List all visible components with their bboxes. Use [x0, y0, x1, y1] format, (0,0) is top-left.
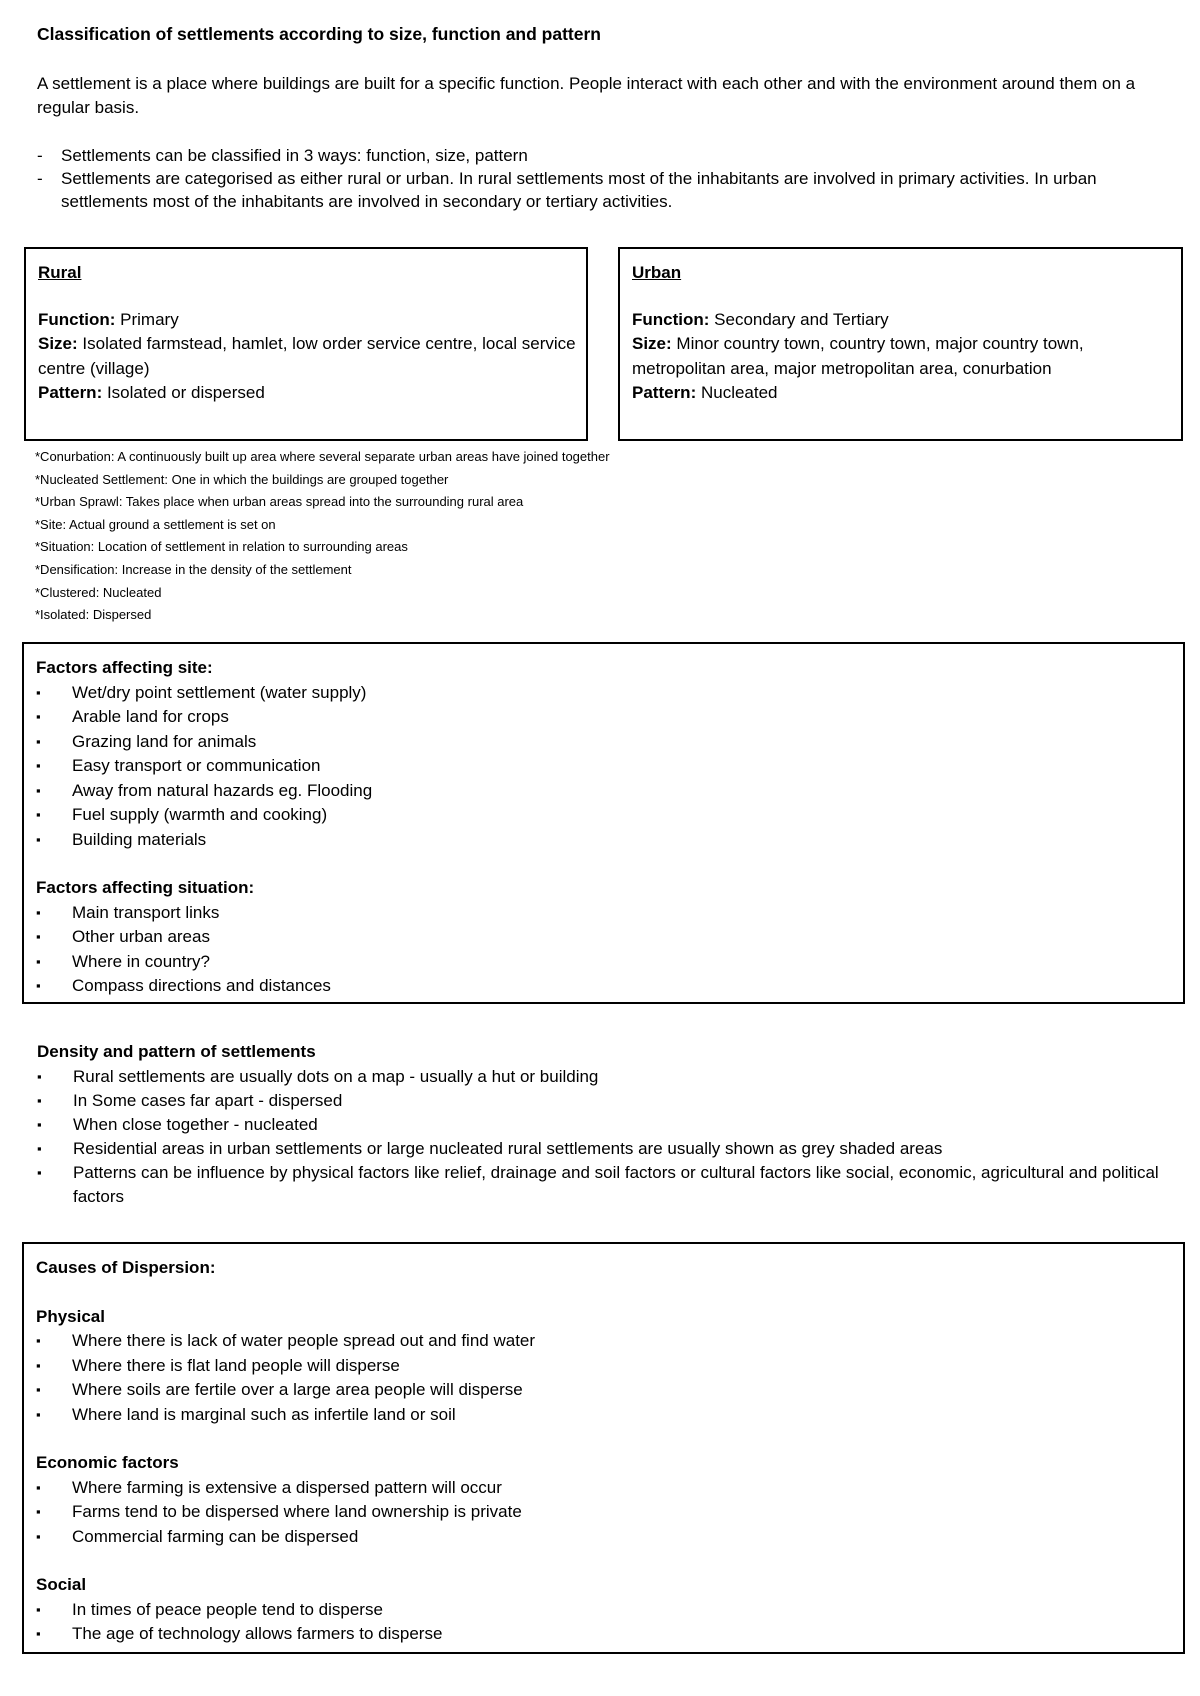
list-item: ▪ Residential areas in urban settlements or large nucleated rural settlements are usually shown as grey shaded areas — [37, 1138, 943, 1158]
list-item: ▪ Away from natural hazards eg. Flooding — [36, 780, 373, 800]
list-item: ▪ In times of peace people tend to disperse — [36, 1599, 383, 1619]
list-item: ▪ Where there is lack of water people spread out and find water — [36, 1331, 536, 1350]
economic-heading: Economic factors — [36, 1453, 179, 1472]
situation-factors-list — [36, 901, 1173, 999]
list-item: ▪ Where land is marginal such as infertile land or soil — [36, 1404, 456, 1424]
rural-pattern: Pattern: Isolated or dispersed — [38, 383, 265, 402]
list-item: - Settlements can be classified in 3 ways: function, size, pattern — [37, 146, 528, 165]
rural-heading: Rural — [38, 263, 82, 282]
glossary-item: *Site: Actual ground a settlement is set on — [35, 516, 276, 532]
density-list — [37, 1065, 1162, 1209]
site-situation-box — [22, 642, 1185, 1004]
list-item: ▪ Commercial farming can be dispersed — [36, 1526, 359, 1546]
dash-marker: - — [37, 146, 43, 165]
list-item: ▪ Arable land for crops — [36, 707, 229, 726]
list-item: ▪ Main transport links — [36, 902, 220, 922]
list-item: ▪ Where there is flat land people will disperse — [36, 1355, 400, 1375]
urban-size: Size: Minor country town, country town, major country town, metropolitan area, major metropolitan area, conurbation — [632, 334, 1084, 378]
glossary-item: *Situation: Location of settlement in relation to surrounding areas — [35, 539, 408, 555]
glossary-item: *Clustered: Nucleated — [35, 584, 162, 600]
rural-box — [24, 247, 588, 441]
rural-size: Size: Isolated farmstead, hamlet, low order service centre, local service centre (village) — [38, 334, 576, 378]
glossary-item: *Nucleated Settlement: One in which the buildings are grouped together — [35, 471, 449, 487]
physical-heading: Physical — [36, 1306, 105, 1326]
classification-list — [37, 144, 1137, 213]
density-heading: Density and pattern of settlements — [37, 1042, 316, 1061]
list-item: ▪ Building materials — [36, 829, 207, 849]
dispersion-box — [22, 1242, 1185, 1654]
social-list — [36, 1598, 1173, 1647]
urban-pattern: Pattern: Nucleated — [632, 383, 778, 402]
list-item: ▪ Where farming is extensive a dispersed pattern will occur — [36, 1477, 502, 1497]
economic-list — [36, 1476, 1173, 1550]
list-item: ▪ The age of technology allows farmers to disperse — [36, 1624, 443, 1643]
list-item: ▪ Where in country? — [36, 951, 210, 971]
page-title: Classification of settlements according to size, function and pattern — [37, 24, 601, 44]
glossary-item: *Densification: Increase in the density of the settlement — [35, 561, 352, 577]
glossary-item: *Conurbation: A continuously built up area where several separate urban areas have joined together — [35, 449, 610, 464]
list-item: ▪ Where soils are fertile over a large area people will disperse — [36, 1380, 523, 1399]
dash-marker: - — [37, 169, 43, 188]
intro-paragraph: A settlement is a place where buildings are built for a specific function. People interact with each other and with the environment around them on a regular basis. — [37, 74, 1136, 117]
list-item: ▪ Farms tend to be dispersed where land ownership is private — [36, 1502, 522, 1521]
glossary-item: *Isolated: Dispersed — [35, 607, 152, 623]
list-item: ▪ When close together - nucleated — [37, 1114, 318, 1134]
list-item: ▪ Easy transport or communication — [36, 756, 321, 775]
list-item: ▪ Fuel supply (warmth and cooking) — [36, 805, 328, 824]
glossary — [35, 446, 610, 627]
rural-function: Function: Primary — [38, 309, 179, 329]
list-item: ▪ Rural settlements are usually dots on a map - usually a hut or building — [37, 1066, 599, 1086]
list-item: ▪ Other urban areas — [36, 927, 210, 946]
urban-function: Function: Secondary and Tertiary — [632, 309, 889, 329]
social-heading: Social — [36, 1575, 87, 1594]
list-item: ▪ Wet/dry point settlement (water supply) — [36, 682, 367, 702]
list-item: - Settlements are categorised as either rural or urban. In rural settlements most of the inhabitants are involved in primary activities. In urban settlements most of the inhabitants are involved in secondary or tertiary activities. — [37, 169, 1097, 211]
site-factors-heading: Factors affecting site: — [36, 658, 213, 677]
dispersion-heading: Causes of Dispersion: — [36, 1258, 216, 1277]
list-item: ▪ Compass directions and distances — [36, 976, 331, 995]
list-item: ▪ In Some cases far apart - dispersed — [37, 1090, 343, 1110]
list-item: ▪ Grazing land for animals — [36, 731, 257, 751]
situation-factors-heading: Factors affecting situation: — [36, 878, 255, 897]
glossary-item: *Urban Sprawl: Takes place when urban areas spread into the surrounding rural area — [35, 494, 524, 510]
list-item: ▪ Patterns can be influence by physical factors like relief, drainage and soil factors or cultural factors like social, economic, agricultural and political factors — [37, 1162, 1159, 1206]
physical-list — [36, 1329, 1173, 1427]
site-factors-list — [36, 681, 1173, 853]
urban-heading: Urban — [632, 263, 682, 282]
density-section — [37, 1040, 1162, 1209]
urban-box — [618, 247, 1183, 441]
